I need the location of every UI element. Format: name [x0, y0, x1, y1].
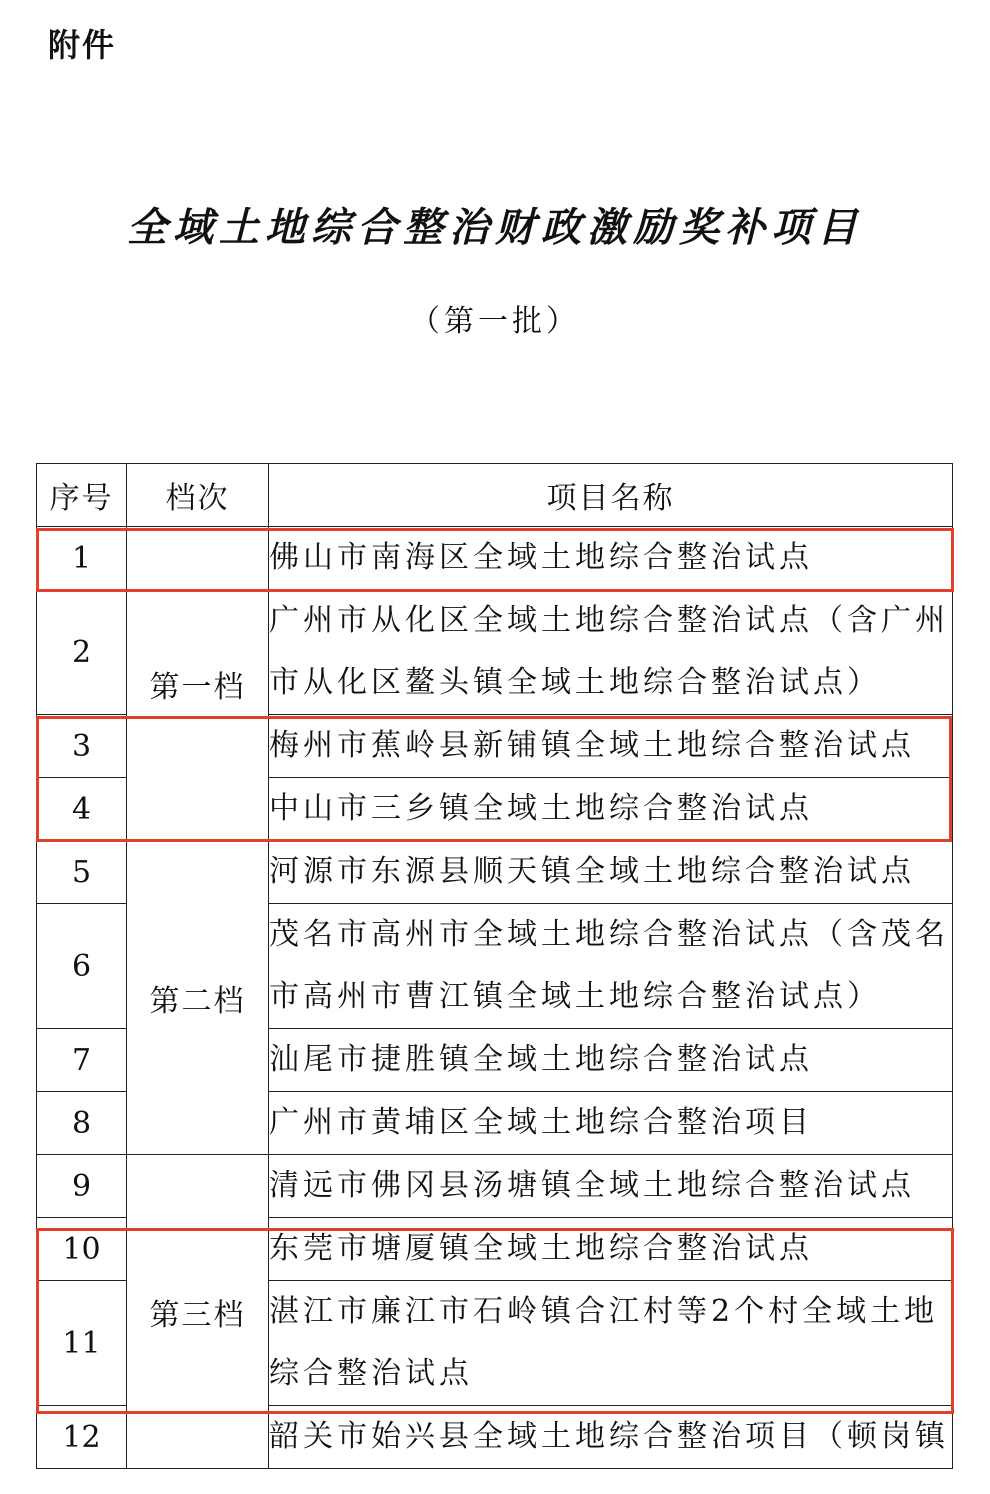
- row-name: 广州市黄埔区全域土地综合整治项目: [269, 1092, 953, 1155]
- table-header-row: [37, 464, 953, 527]
- row-no: 2: [37, 590, 127, 715]
- header-no: 序号: [37, 464, 127, 527]
- batch-label: （第一批）: [410, 304, 580, 339]
- table-row: [37, 527, 953, 590]
- tier-cell-3: 第三档: [127, 1155, 269, 1469]
- row-name: 东莞市塘厦镇全域土地综合整治试点: [269, 1218, 953, 1281]
- header-tier: 档次: [127, 464, 269, 527]
- attachment-label: 附件: [48, 26, 117, 64]
- tier-cell-1: 第一档: [127, 527, 269, 841]
- tier-cell-2: 第二档: [127, 841, 269, 1155]
- row-no: 9: [37, 1155, 127, 1218]
- row-no: 3: [37, 715, 127, 778]
- row-name: 茂名市高州市全域土地综合整治试点（含茂名市高州市曹江镇全域土地综合整治试点）: [269, 904, 953, 1029]
- row-name: 佛山市南海区全域土地综合整治试点: [269, 527, 953, 590]
- row-no: 11: [37, 1281, 127, 1406]
- row-no: 4: [37, 778, 127, 841]
- row-no: 1: [37, 527, 127, 590]
- header-name: 项目名称: [269, 464, 953, 527]
- row-no: 10: [37, 1218, 127, 1281]
- row-no: 5: [37, 841, 127, 904]
- row-no: 7: [37, 1029, 127, 1092]
- row-name: 湛江市廉江市石岭镇合江村等2个村全域土地综合整治试点: [269, 1281, 953, 1406]
- table-row: [37, 1155, 953, 1218]
- table-row: [37, 841, 953, 904]
- row-name: 中山市三乡镇全域土地综合整治试点: [269, 778, 953, 841]
- row-name: 河源市东源县顺天镇全域土地综合整治试点: [269, 841, 953, 904]
- row-no: 6: [37, 904, 127, 1029]
- document-title: 全域土地综合整治财政激励奖补项目: [127, 204, 863, 251]
- row-no: 8: [37, 1092, 127, 1155]
- row-name: 韶关市始兴县全域土地综合整治项目（顿岗镇: [269, 1406, 953, 1469]
- row-name: 广州市从化区全域土地综合整治试点（含广州市从化区鳌头镇全域土地综合整治试点）: [269, 590, 953, 715]
- row-name: 清远市佛冈县汤塘镇全域土地综合整治试点: [269, 1155, 953, 1218]
- project-table: [36, 463, 953, 1469]
- row-name: 汕尾市捷胜镇全域土地综合整治试点: [269, 1029, 953, 1092]
- row-no: 12: [37, 1406, 127, 1469]
- row-name: 梅州市蕉岭县新铺镇全域土地综合整治试点: [269, 715, 953, 778]
